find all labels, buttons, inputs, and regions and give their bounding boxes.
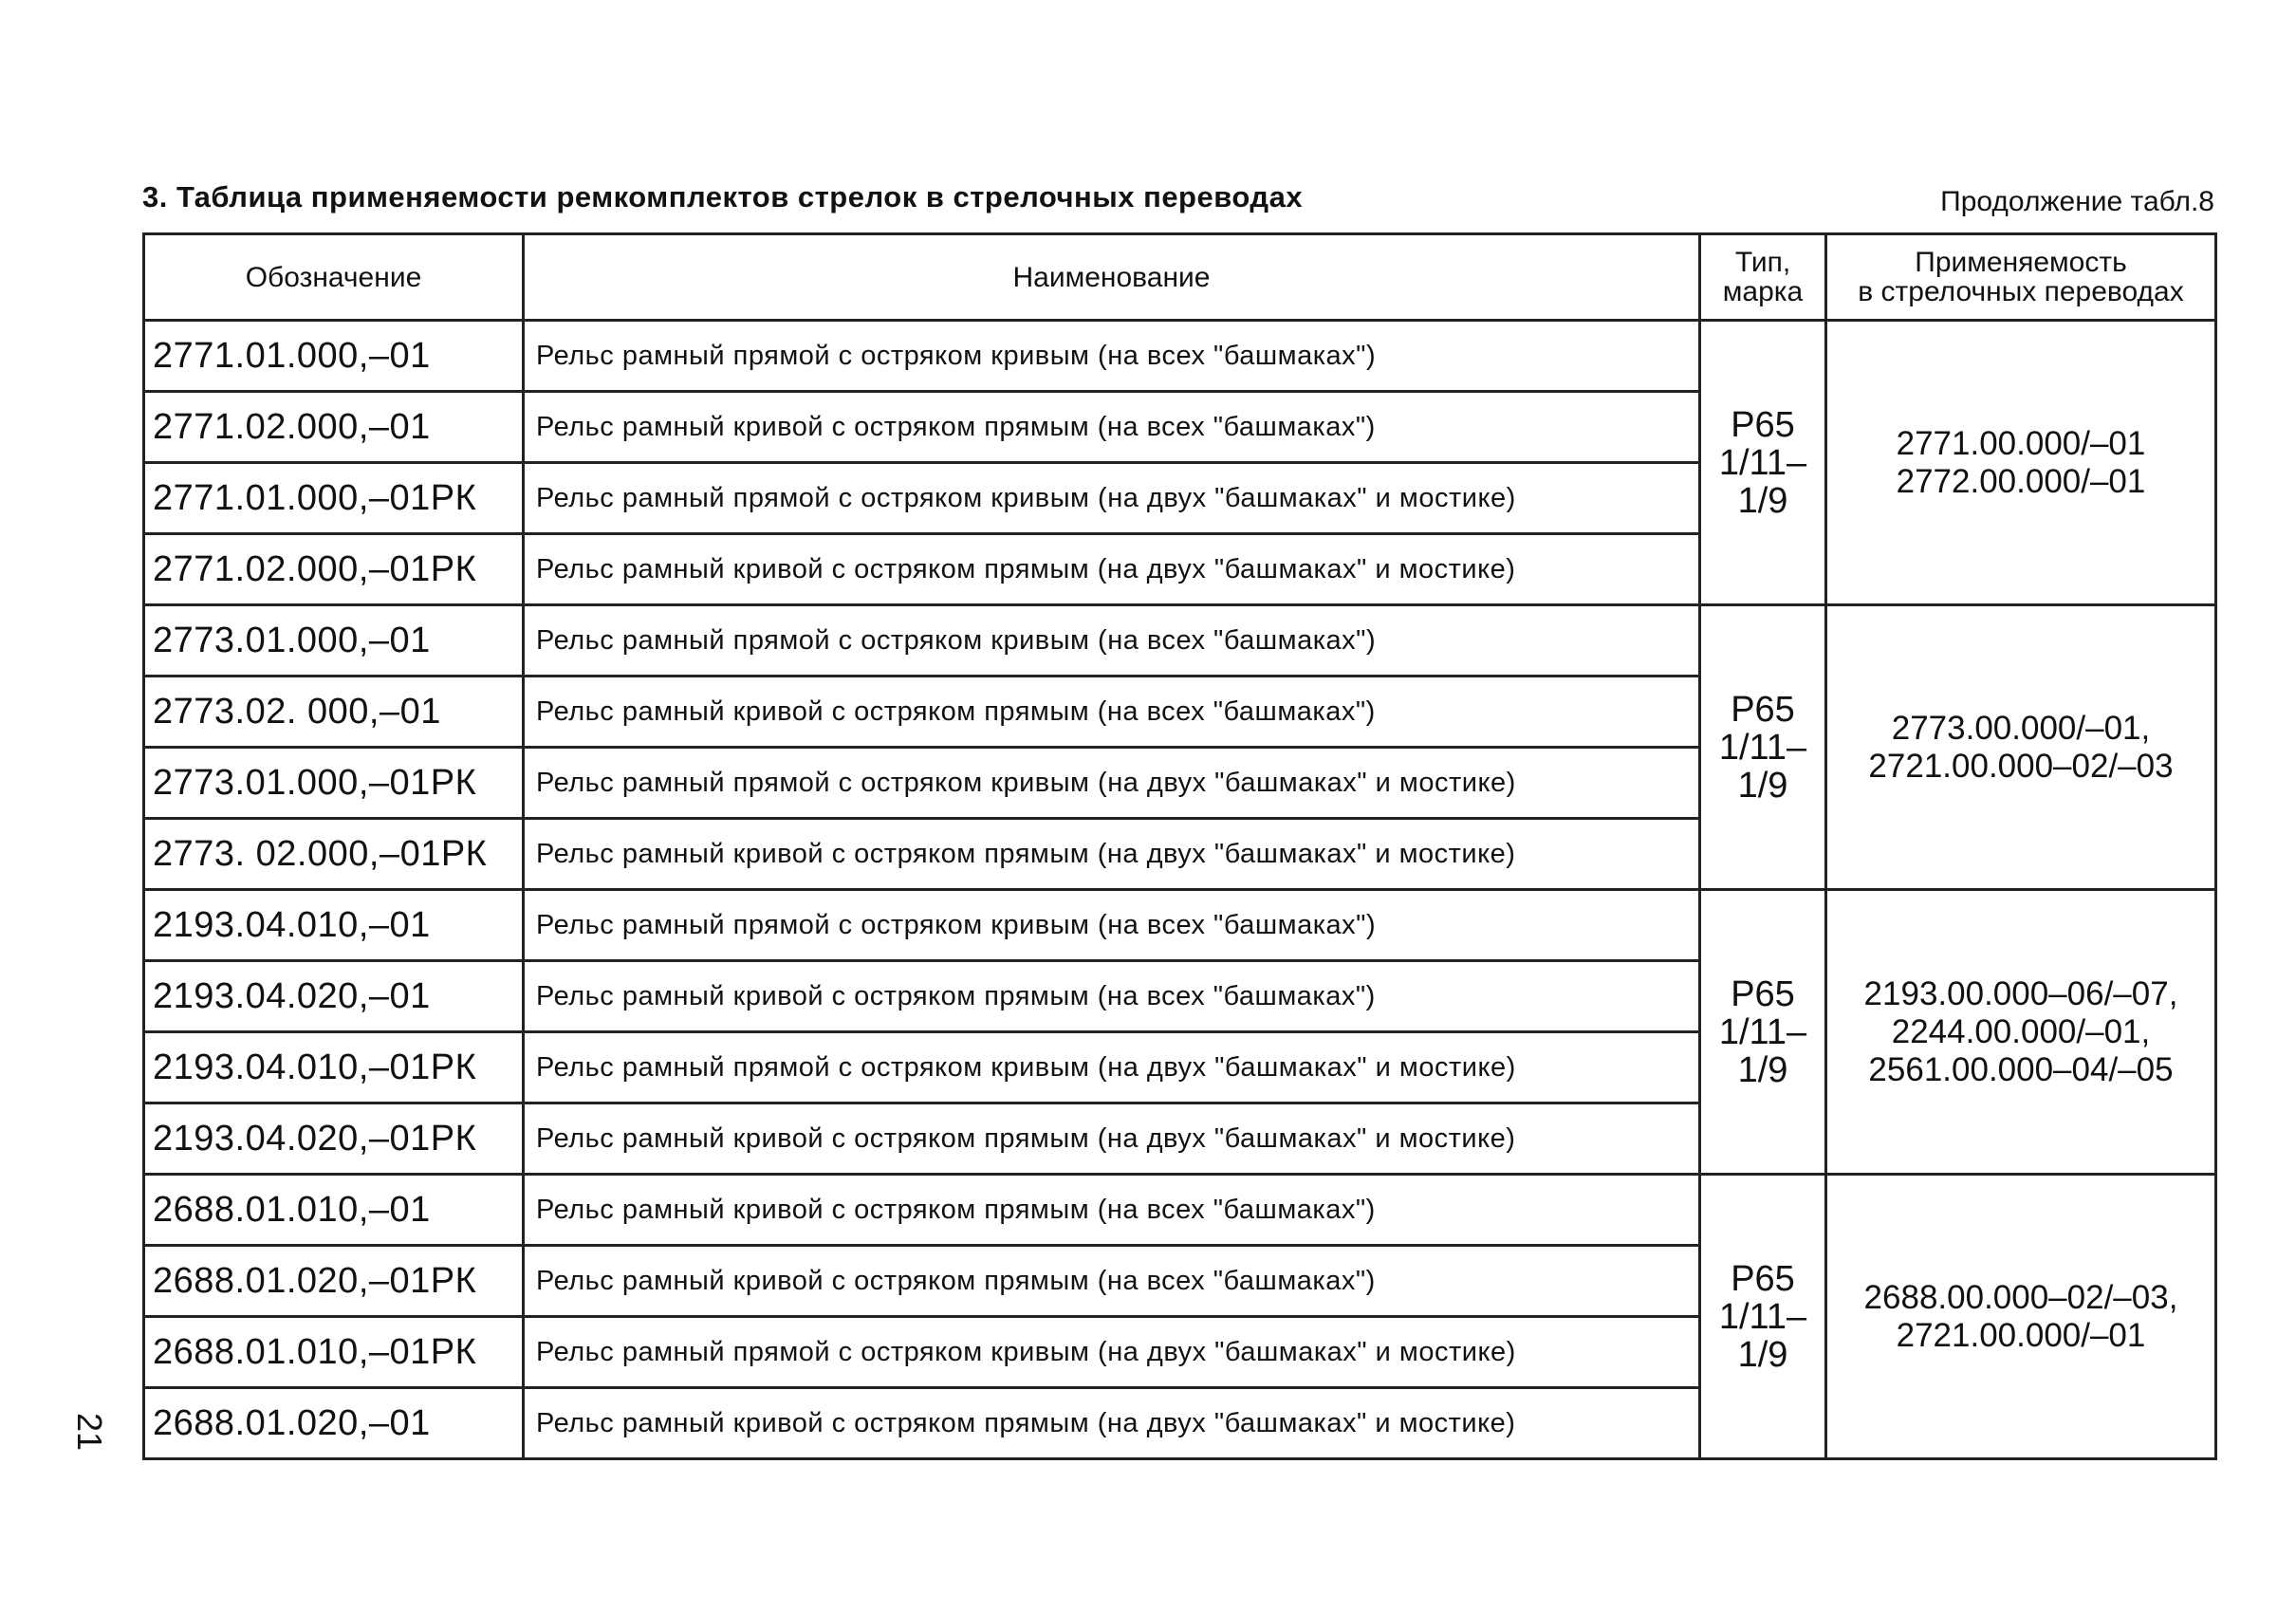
cell-name: Рельс рамный кривой с остряком прямым (на двух "башмаках" и мостике) (524, 534, 1700, 605)
cell-type-line: Р65 (1731, 1258, 1795, 1299)
cell-type (1700, 321, 1826, 605)
cell-type-line: 1/9 (1737, 1334, 1788, 1375)
column-header-applicability (1826, 234, 2216, 321)
table-row (144, 890, 2216, 961)
cell-applicability-line: 2244.00.000/–01, (1891, 1012, 2151, 1050)
cell-applicability-line: 2688.00.000–02/–03, (1863, 1278, 2178, 1316)
column-header-applicability-line: в стрелочных переводах (1858, 276, 2184, 307)
cell-type (1700, 890, 1826, 1175)
cell-applicability (1826, 890, 2216, 1175)
cell-code: 2688.01.020,–01РК (144, 1246, 524, 1317)
cell-code: 2193.04.020,–01РК (144, 1103, 524, 1175)
cell-code: 2773.01.000,–01РК (144, 748, 524, 819)
cell-name: Рельс рамный прямой с остряком кривым (на двух "башмаках" и мостике) (524, 1032, 1700, 1103)
cell-code: 2771.02.000,–01РК (144, 534, 524, 605)
cell-type-line: Р65 (1731, 404, 1795, 445)
cell-name: Рельс рамный кривой с остряком прямым (на всех "башмаках") (524, 392, 1700, 463)
cell-applicability-line: 2193.00.000–06/–07, (1863, 974, 2178, 1012)
table-row (144, 605, 2216, 677)
cell-type-line: 1/9 (1737, 1049, 1788, 1090)
table-row (144, 321, 2216, 392)
table-row (144, 1175, 2216, 1246)
column-header-type (1700, 234, 1826, 321)
cell-code: 2688.01.010,–01 (144, 1175, 524, 1246)
cell-name: Рельс рамный кривой с остряком прямым (на всех "башмаках") (524, 961, 1700, 1032)
cell-code: 2193.04.020,–01 (144, 961, 524, 1032)
cell-applicability (1826, 321, 2216, 605)
column-header-applicability-line: Применяемость (1915, 247, 2127, 278)
cell-code: 2771.01.000,–01РК (144, 463, 524, 534)
cell-code: 2771.02.000,–01 (144, 392, 524, 463)
cell-type-line: 1/9 (1737, 480, 1788, 521)
cell-applicability (1826, 605, 2216, 890)
cell-applicability-line: 2561.00.000–04/–05 (1868, 1050, 2174, 1088)
cell-name: Рельс рамный кривой с остряком прямым (на двух "башмаках" и мостике) (524, 1103, 1700, 1175)
column-header-type-line: Тип, (1734, 247, 1791, 278)
cell-applicability-line: 2721.00.000–02/–03 (1868, 747, 2174, 785)
cell-name: Рельс рамный кривой с остряком прямым (на всех "башмаках") (524, 1246, 1700, 1317)
table-header-row (144, 234, 2216, 321)
cell-type-line: 1/9 (1737, 765, 1788, 806)
table-body (144, 321, 2216, 1459)
cell-code: 2193.04.010,–01РК (144, 1032, 524, 1103)
cell-code: 2773.02. 000,–01 (144, 677, 524, 748)
cell-name: Рельс рамный прямой с остряком кривым (на двух "башмаках" и мостике) (524, 1317, 1700, 1388)
cell-code: 2771.01.000,–01 (144, 321, 524, 392)
column-header-name: Наименование (524, 234, 1700, 321)
page-number: 21 (70, 1412, 110, 1452)
column-header-type-line: марка (1722, 276, 1804, 307)
applicability-table (142, 232, 2217, 1460)
cell-applicability (1826, 1175, 2216, 1459)
cell-type-line: Р65 (1731, 973, 1795, 1014)
cell-type-line: 1/11– (1718, 442, 1807, 483)
cell-code: 2773. 02.000,–01РК (144, 819, 524, 890)
cell-type-line: 1/11– (1718, 1011, 1807, 1052)
cell-code: 2688.01.010,–01РК (144, 1317, 524, 1388)
cell-name: Рельс рамный прямой с остряком кривым (на всех "башмаках") (524, 321, 1700, 392)
cell-applicability-line: 2771.00.000/–01 (1896, 424, 2146, 462)
cell-type-line: 1/11– (1718, 1296, 1807, 1337)
cell-code: 2193.04.010,–01 (144, 890, 524, 961)
cell-type-line: Р65 (1731, 689, 1795, 730)
cell-applicability-line: 2773.00.000/–01, (1891, 709, 2151, 747)
table-continuation-label: Продолжение табл.8 (1940, 186, 2214, 217)
cell-applicability-line: 2772.00.000/–01 (1896, 462, 2146, 500)
cell-name: Рельс рамный прямой с остряком кривым (на двух "башмаках" и мостике) (524, 463, 1700, 534)
section-heading: 3. Таблица применяемости ремкомплектов стрелок в стрелочных переводах (142, 180, 1304, 213)
cell-code: 2773.01.000,–01 (144, 605, 524, 677)
cell-name: Рельс рамный кривой с остряком прямым (на двух "башмаках" и мостике) (524, 1388, 1700, 1459)
column-header-code: Обозначение (144, 234, 524, 321)
cell-name: Рельс рамный кривой с остряком прямым (на всех "башмаках") (524, 677, 1700, 748)
cell-name: Рельс рамный кривой с остряком прямым (на всех "башмаках") (524, 1175, 1700, 1246)
cell-name: Рельс рамный прямой с остряком кривым (на двух "башмаках" и мостике) (524, 748, 1700, 819)
cell-name: Рельс рамный кривой с остряком прямым (на двух "башмаках" и мостике) (524, 819, 1700, 890)
cell-type (1700, 1175, 1826, 1459)
cell-type (1700, 605, 1826, 890)
cell-type-line: 1/11– (1718, 727, 1807, 768)
cell-name: Рельс рамный прямой с остряком кривым (на всех "башмаках") (524, 890, 1700, 961)
cell-code: 2688.01.020,–01 (144, 1388, 524, 1459)
cell-name: Рельс рамный прямой с остряком кривым (на всех "башмаках") (524, 605, 1700, 677)
cell-applicability-line: 2721.00.000/–01 (1896, 1316, 2146, 1354)
